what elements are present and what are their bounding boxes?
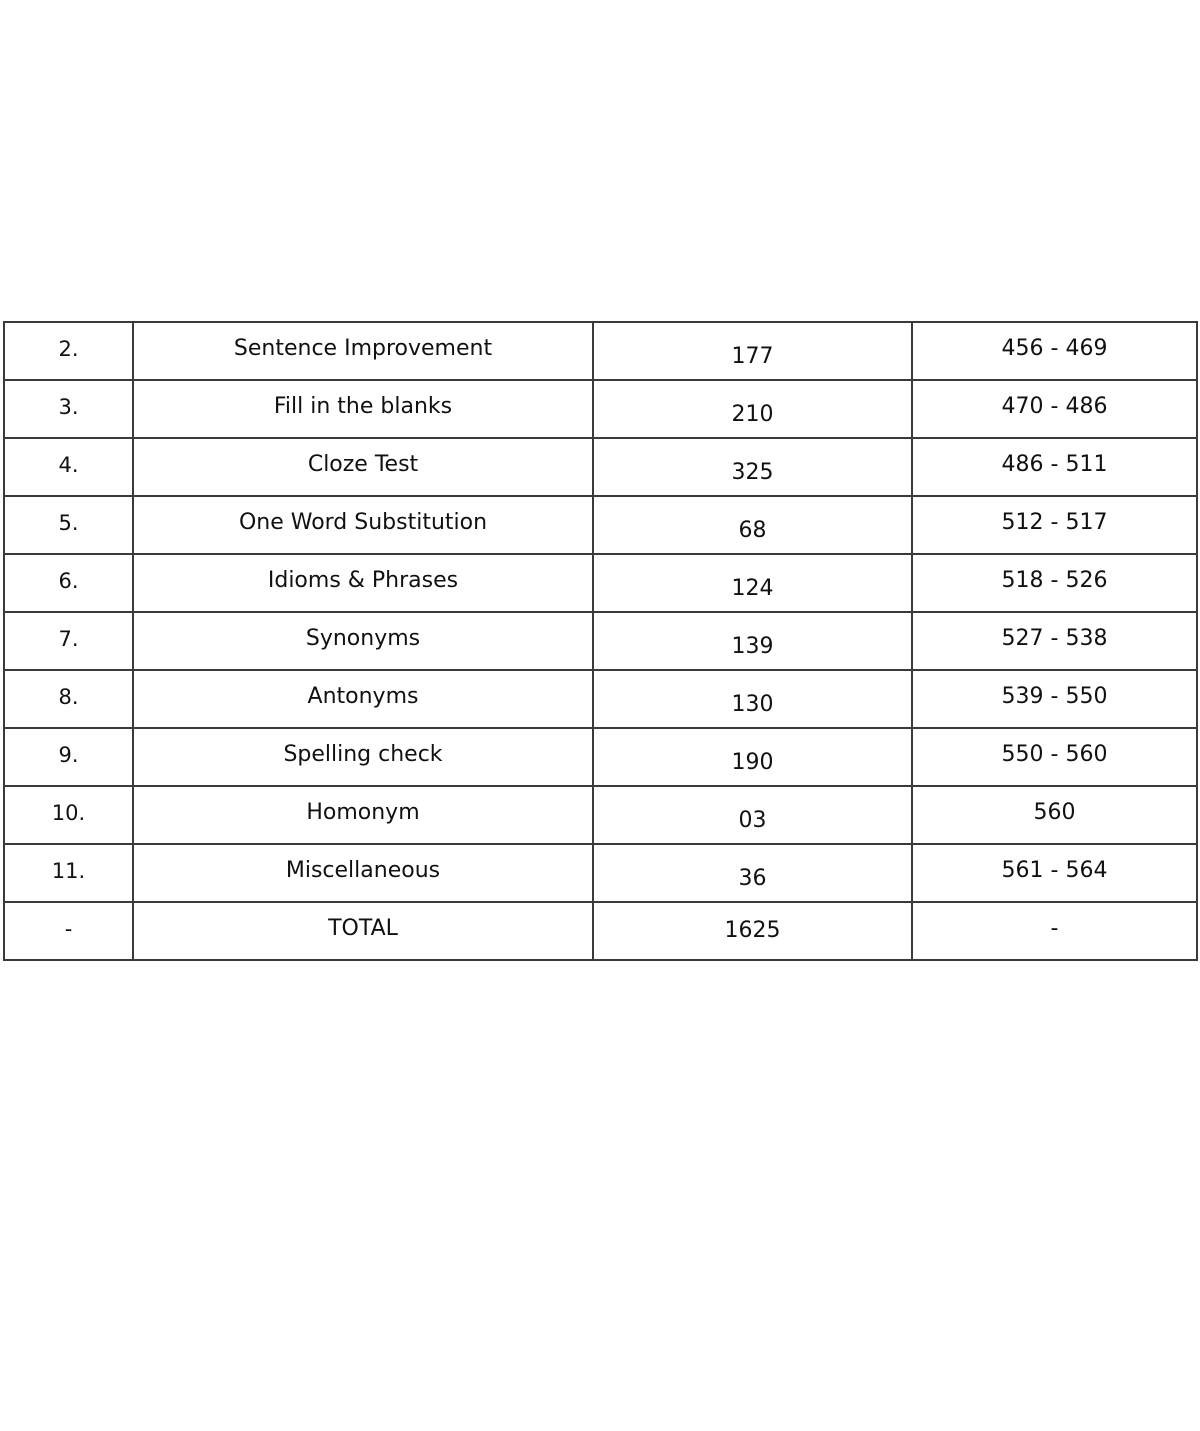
question-count-cell: [593, 844, 912, 902]
topic-cell: [133, 496, 593, 554]
page-range: 560: [1033, 800, 1076, 825]
table-row: [4, 670, 1197, 728]
question-count: 130: [731, 692, 774, 717]
page-range: 518 - 526: [1001, 568, 1108, 593]
question-count: 03: [738, 808, 767, 833]
topic-name: Antonyms: [307, 684, 419, 709]
row-number: 10.: [51, 800, 86, 825]
row-number: 7.: [58, 626, 79, 651]
total-count: 1625: [724, 918, 781, 943]
topic-cell: [133, 612, 593, 670]
table-row: [4, 728, 1197, 786]
question-count: 36: [738, 866, 767, 891]
row-number-cell: [4, 322, 133, 380]
question-count-cell: [593, 728, 912, 786]
question-count-cell: [593, 322, 912, 380]
topic-name: One Word Substitution: [238, 510, 488, 535]
question-count-cell: [593, 438, 912, 496]
topic-name: Spelling check: [283, 742, 443, 767]
table-row: [4, 554, 1197, 612]
topic-cell: [133, 380, 593, 438]
total-count-cell: [593, 902, 912, 960]
row-number: 9.: [58, 742, 79, 767]
question-count: 210: [731, 402, 774, 427]
question-count-cell: [593, 496, 912, 554]
page-range: 550 - 560: [1001, 742, 1108, 767]
page-range: 561 - 564: [1001, 858, 1108, 883]
page-range-cell: [912, 438, 1197, 496]
row-number: 4.: [58, 452, 79, 477]
row-number-cell: [4, 728, 133, 786]
topic-name: Miscellaneous: [285, 858, 441, 883]
row-number: 2.: [58, 336, 79, 361]
page-range-cell: [912, 322, 1197, 380]
table-row: [4, 438, 1197, 496]
question-count-cell: [593, 554, 912, 612]
page-range-cell: [912, 728, 1197, 786]
row-number-cell: [4, 844, 133, 902]
total-label: TOTAL: [328, 916, 398, 941]
page-range-cell: [912, 670, 1197, 728]
total-number: -: [64, 916, 73, 941]
row-number-cell: [4, 554, 133, 612]
topic-cell: [133, 438, 593, 496]
question-count: 68: [738, 518, 767, 543]
question-count: 177: [731, 344, 774, 369]
total-pages: -: [1050, 916, 1059, 941]
row-number: 11.: [51, 858, 86, 883]
question-count-cell: [593, 786, 912, 844]
question-count-cell: [593, 380, 912, 438]
page-range: 486 - 511: [1001, 452, 1108, 477]
question-count: 190: [731, 750, 774, 775]
topic-index-table: [3, 321, 1198, 961]
page-range-cell: [912, 612, 1197, 670]
row-number-cell: [4, 496, 133, 554]
row-number-cell: [4, 438, 133, 496]
table-row: [4, 322, 1197, 380]
table-row: [4, 786, 1197, 844]
total-number-cell: [4, 902, 133, 960]
row-number: 6.: [58, 568, 79, 593]
page-range: 512 - 517: [1001, 510, 1108, 535]
row-number-cell: [4, 670, 133, 728]
row-number-cell: [4, 380, 133, 438]
topic-name: Homonym: [306, 800, 420, 825]
topic-cell: [133, 554, 593, 612]
question-count: 325: [731, 460, 774, 485]
topic-name: Synonyms: [305, 626, 421, 651]
page-range-cell: [912, 496, 1197, 554]
topic-name: Cloze Test: [307, 452, 419, 477]
question-count: 139: [731, 634, 774, 659]
topic-cell: [133, 670, 593, 728]
total-row: [4, 902, 1197, 960]
question-count-cell: [593, 670, 912, 728]
row-number: 3.: [58, 394, 79, 419]
total-label-cell: [133, 902, 593, 960]
page-range-cell: [912, 844, 1197, 902]
table-row: [4, 496, 1197, 554]
row-number: 8.: [58, 684, 79, 709]
topic-cell: [133, 322, 593, 380]
page-range-cell: [912, 554, 1197, 612]
page-range: 527 - 538: [1001, 626, 1108, 651]
row-number-cell: [4, 786, 133, 844]
page-range-cell: [912, 380, 1197, 438]
table-row: [4, 612, 1197, 670]
table-row: [4, 380, 1197, 438]
row-number: 5.: [58, 510, 79, 535]
topic-name: Sentence Improvement: [233, 336, 493, 361]
page-range: 539 - 550: [1001, 684, 1108, 709]
page-range: 470 - 486: [1001, 394, 1108, 419]
page-range-cell: [912, 786, 1197, 844]
topic-cell: [133, 728, 593, 786]
topic-name: Idioms & Phrases: [267, 568, 459, 593]
question-count-cell: [593, 612, 912, 670]
page-range: 456 - 469: [1001, 336, 1108, 361]
row-number-cell: [4, 612, 133, 670]
topic-cell: [133, 786, 593, 844]
total-pages-cell: [912, 902, 1197, 960]
question-count: 124: [731, 576, 774, 601]
table-row: [4, 844, 1197, 902]
topic-name: Fill in the blanks: [273, 394, 453, 419]
topic-cell: [133, 844, 593, 902]
